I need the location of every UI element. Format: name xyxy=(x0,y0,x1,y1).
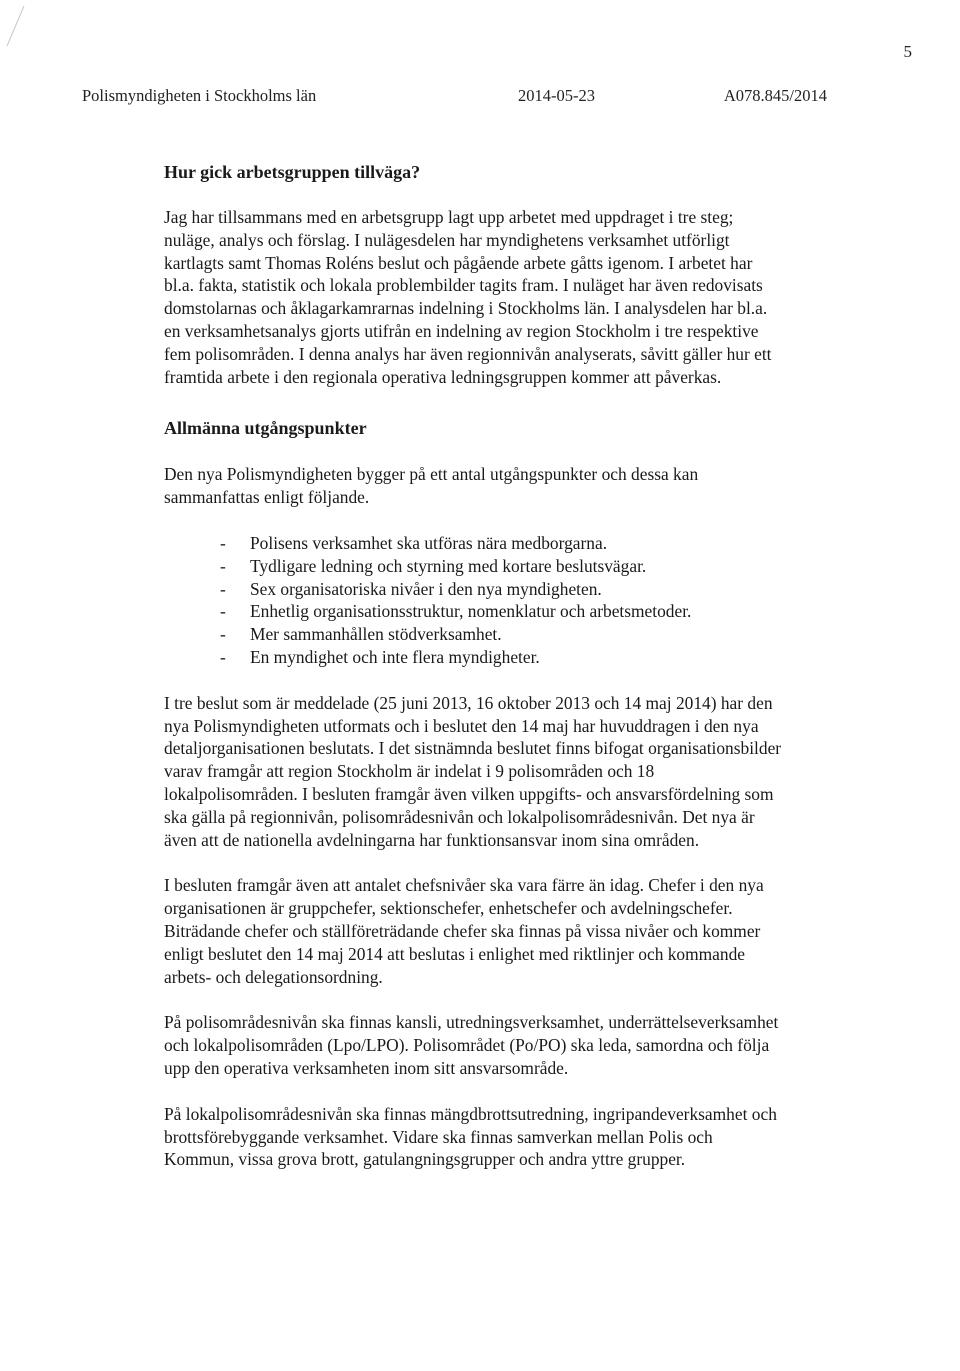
list-item-text: Mer sammanhållen stödverksamhet. xyxy=(250,624,502,645)
list-item-text: Enhetlig organisationsstruktur, nomenklatur och arbetsmetoder. xyxy=(250,601,692,622)
header-organization: Polismyndigheten i Stockholms län xyxy=(82,86,317,105)
list-item xyxy=(220,600,784,623)
pen-mark-icon xyxy=(4,4,26,48)
list-marker: - xyxy=(220,601,226,622)
section-heading-method: Hur gick arbetsgruppen tillväga? xyxy=(164,162,421,182)
list-item-text: Tydligare ledning och styrning med kortare beslutsvägar. xyxy=(250,555,647,576)
paragraph-method: Jag har tillsammans med en arbetsgrupp lagt upp arbetet med uppdraget i tre steg; nuläge, analys och förslag. I nulägesdelen har myndighetens verksamhet utförligt kartlagts samt Thomas Roléns beslut och pågående arbete gåtts igenom. I arbetet har bl.a. fakta, statistik och lokala problembilder tagits fram. I nuläget har även redovisats domstolarnas och åklagarkamrarnas indelning i Stockholms län. I analysdelen har bl.a. en verksamhetsanalys gjorts utifrån en indelning av region Stockholm i tre respektive fem polisområden. I denna analys har även regionnivån analyserats, såvitt gäller hur ett framtida arbete i den regionala operativa ledningsgruppen kommer att påverkas. xyxy=(164,207,772,387)
document-header xyxy=(82,86,827,110)
paragraph-management-levels: I besluten framgår även att antalet chefsnivåer ska vara färre än idag. Chefer i den nya organisationen är gruppchefer, sektionschefer, enhetschefer och avdelningschefer. Biträdande chefer och ställföreträdande chefer ska finnas på vissa nivåer och kommer enligt beslutet den 14 maj 2014 att beslutas i enlighet med riktlinjer och kommande arbets- och delegationsordning. xyxy=(164,875,764,987)
list-item-text: En myndighet och inte flera myndigheter. xyxy=(250,646,540,667)
paragraph-decisions: I tre beslut som är meddelade (25 juni 2013, 16 oktober 2013 och 14 maj 2014) har den nya Polismyndigheten utformats och i beslutet den 14 maj har huvuddragen i den nya detaljorganisationen beslutats. I det sistnämnda beslutet finns bifogat organisationsbilder varav framgår att region Stockholm är indelat i 9 polisområden och 18 lokalpolisområden. I besluten framgår även vilken uppgifts- och ansvarsfördelning som ska gälla på regionnivån, polisområdesnivån och lokalpolisområdesnivån. Det nya är även att de nationella avdelningarna har funktionsansvar inom sina områden. xyxy=(164,692,782,850)
list-marker: - xyxy=(220,532,226,553)
list-item xyxy=(220,532,784,555)
page-number: 5 xyxy=(903,42,912,61)
header-reference: A078.845/2014 xyxy=(723,86,827,105)
list-marker: - xyxy=(220,555,226,576)
list-item-text: Sex organisatoriska nivåer i den nya myndigheten. xyxy=(250,578,602,599)
paragraph-police-area: På polisområdesnivån ska finnas kansli, utredningsverksamhet, underrättelseverksamhet och lokalpolisområden (Lpo/LPO). Polisområdet (Po/PO) ska leda, samordna och följa upp den operativa verksamheten inom sitt ansvarsområde. xyxy=(164,1012,779,1078)
list-marker: - xyxy=(220,624,226,645)
document-body xyxy=(164,160,784,1194)
list-item xyxy=(220,646,784,669)
list-item-text: Polisens verksamhet ska utföras nära medborgarna. xyxy=(250,532,608,553)
starting-points-list xyxy=(164,532,784,669)
header-date: 2014-05-23 xyxy=(518,86,595,105)
list-item xyxy=(220,623,784,646)
list-item xyxy=(220,555,784,578)
list-item xyxy=(220,578,784,601)
section-heading-starting-points: Allmänna utgångspunkter xyxy=(164,418,367,439)
paragraph-intro: Den nya Polismyndigheten bygger på ett antal utgångspunkter och dessa kan sammanfattas enligt följande. xyxy=(164,464,699,508)
list-marker: - xyxy=(220,578,226,599)
list-marker: - xyxy=(220,646,226,667)
paragraph-local-police-area: På lokalpolisområdesnivån ska finnas mängdbrottsutredning, ingripandeverksamhet och brottsförebyggande verksamhet. Vidare ska finnas samverkan mellan Polis och Kommun, vissa grova brott, gatulangningsgrupper och andra yttre grupper. xyxy=(164,1103,777,1170)
